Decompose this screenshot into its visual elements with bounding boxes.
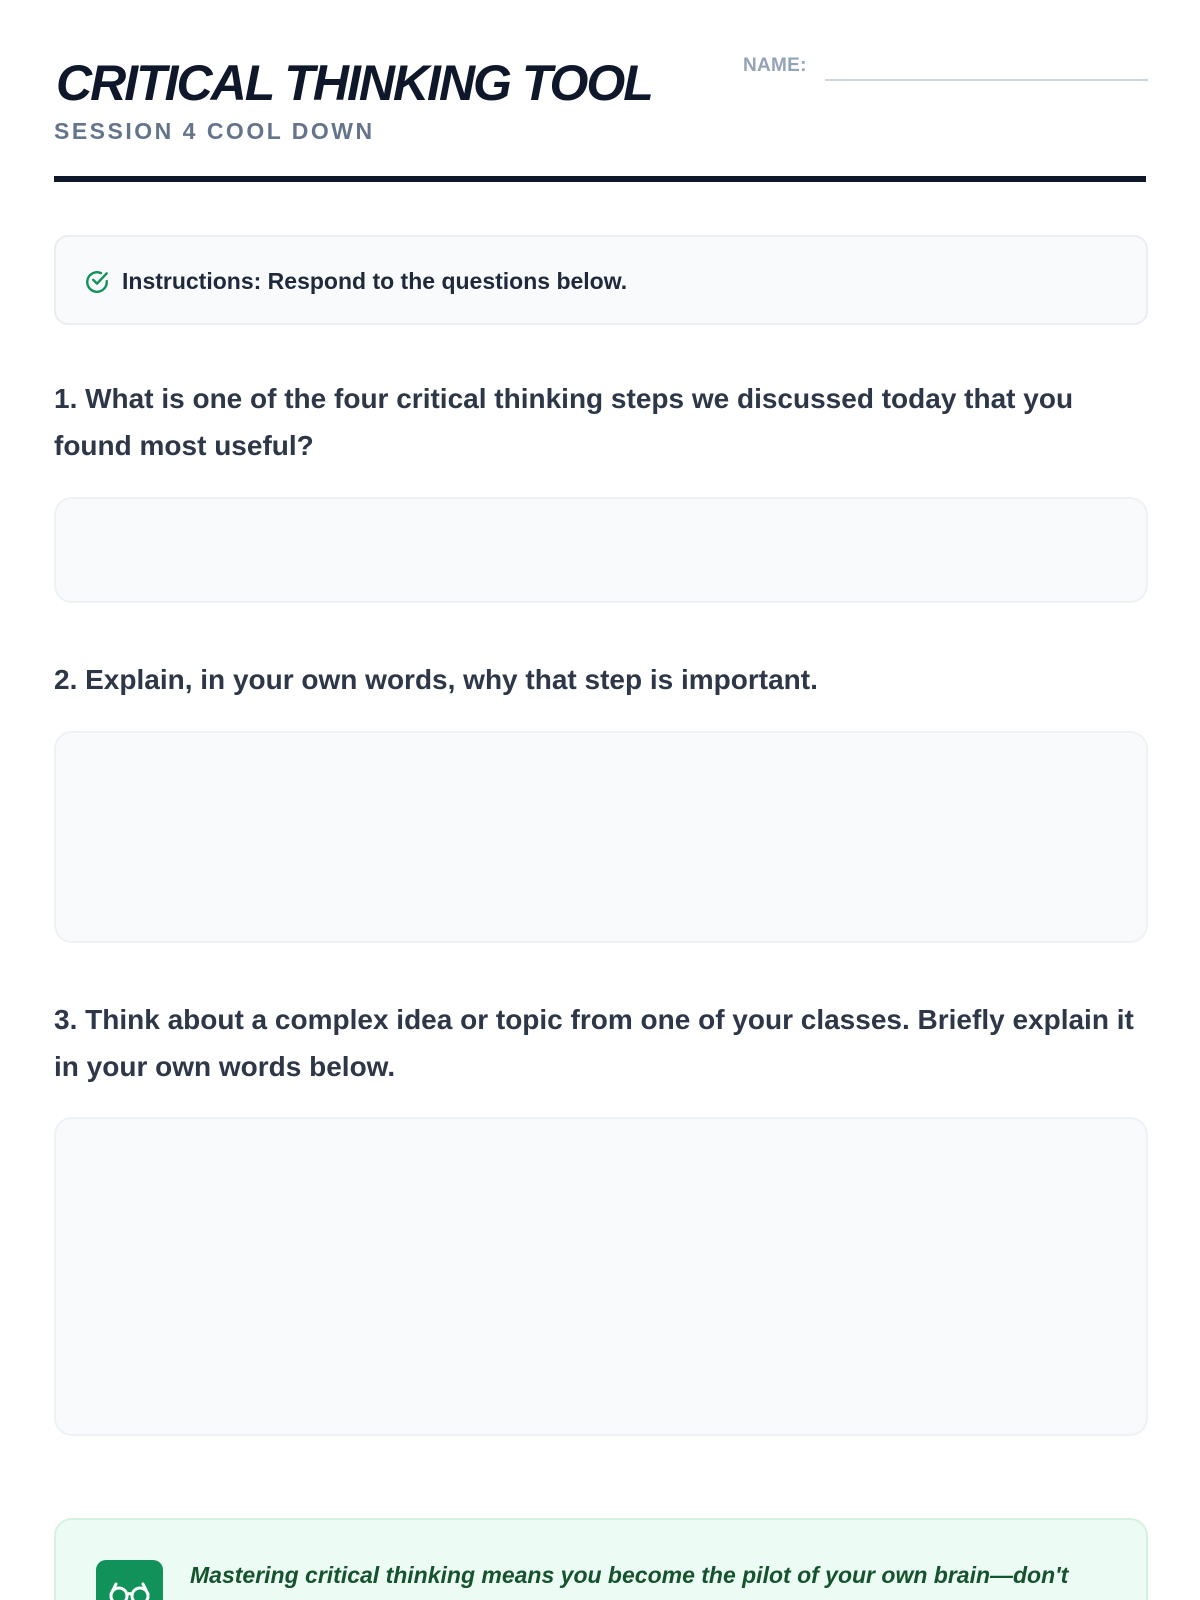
name-field[interactable] [743,55,1148,85]
name-label: NAME: [743,55,807,76]
check-circle-icon [84,269,110,295]
tip-callout [54,1518,1148,1600]
answer-box-3[interactable] [54,1117,1148,1436]
instructions-text: Instructions: Respond to the questions below. [122,268,628,294]
question-2: 2. Explain, in your own words, why that step is important. [54,664,818,695]
instructions-banner [54,235,1148,325]
answer-box-1[interactable] [54,497,1148,603]
worksheet-header [54,0,1146,182]
question-3: 3. Think about a complex idea or topic from one of your classes. Briefly explain it in your own words below. [54,1004,1134,1082]
question-1: 1. What is one of the four critical thinking steps we discussed today that you found most useful? [54,383,1074,461]
answer-box-2[interactable] [54,731,1148,943]
page-title: CRITICAL THINKING TOOL [56,55,652,111]
page-subtitle: SESSION 4 COOL DOWN [54,118,375,144]
glasses-icon [96,1560,163,1600]
callout-text: Mastering critical thinking means you become the pilot of your own brain—don't [190,1562,1069,1588]
name-input-line[interactable] [825,79,1148,81]
